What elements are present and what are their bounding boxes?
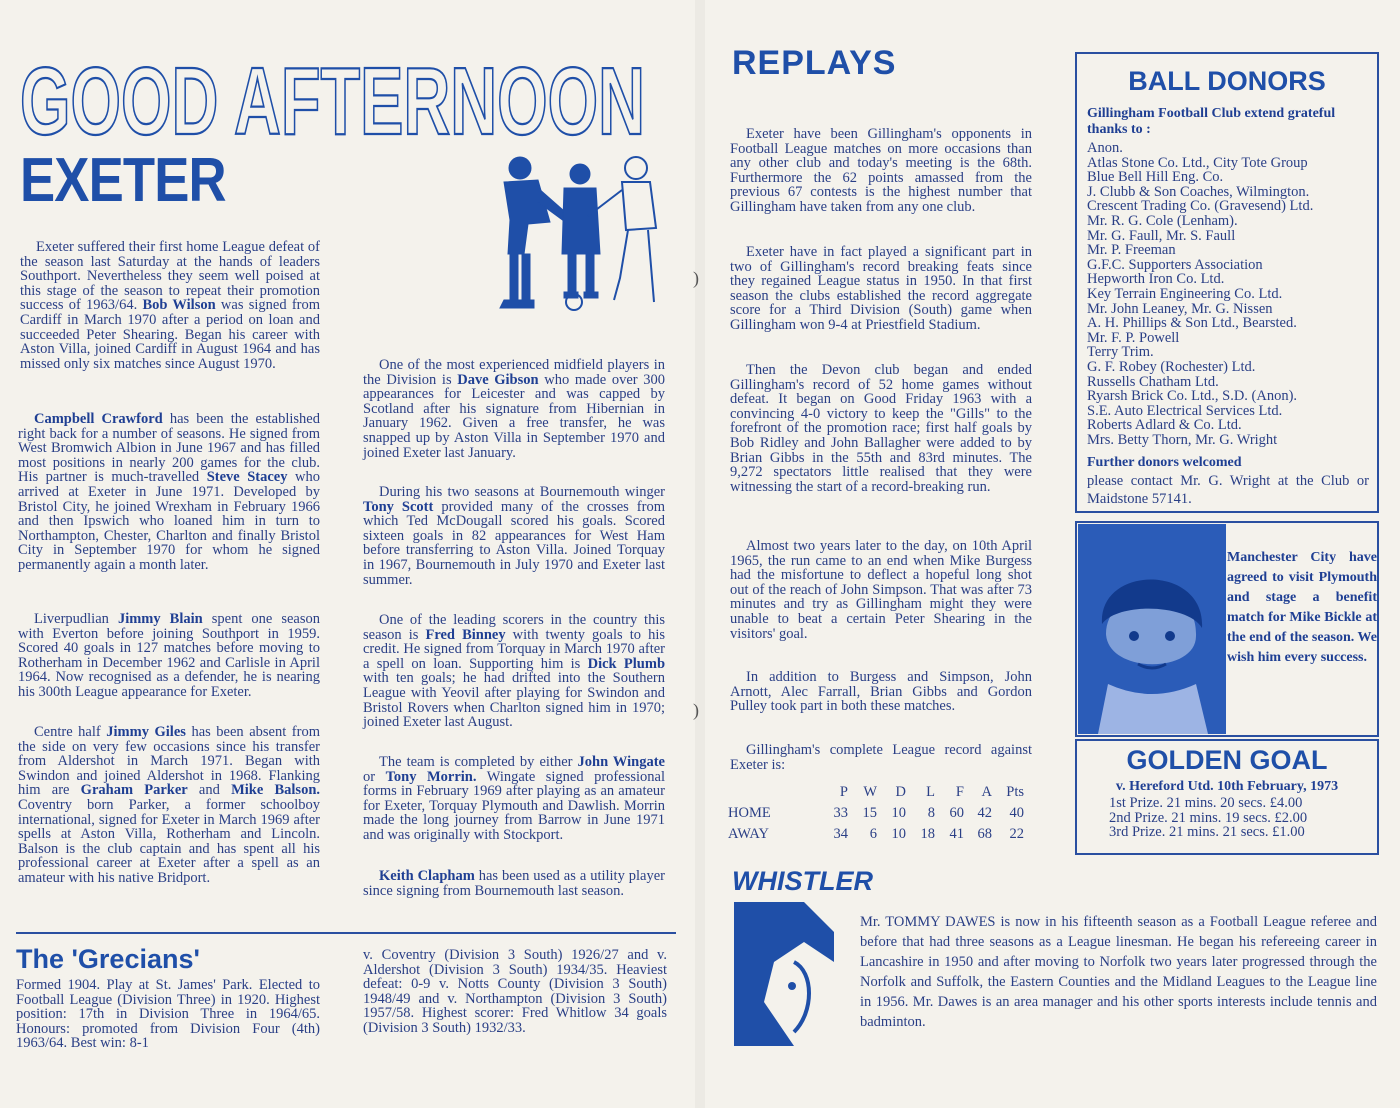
text: Wingate signed professional forms in February 1969 after playing as an amateur for Exeter, Torquay Plymouth and Dawlish. Morrin made the long journey from Barrow in June 1971 and was originally with Stockport. <box>363 768 665 843</box>
exeter-para-2 <box>18 412 320 573</box>
table-cell: 34 <box>833 826 848 842</box>
table-header: Pts <box>1006 784 1024 800</box>
exeter-para-4 <box>18 725 320 886</box>
text: Liverpudlian <box>34 611 118 627</box>
golden-goal-match: v. Hereford Utd. 10th February, 1973 <box>1115 779 1339 794</box>
good-afternoon-text: GOOD AFTERNOON <box>20 58 645 140</box>
league-record-table <box>728 782 1024 845</box>
replays-para-5: In addition to Burgess and Simpson, John Arnott, Alec Farrall, Brian Gibbs and Gordon Pulley took part in both these matches. <box>730 669 1032 715</box>
city-visit-notice: Manchester City have agreed to visit Plymouth and stage a benefit match for Mike Bickle at the end of the season. We wish him every success. <box>1227 550 1377 665</box>
text: Coventry born Parker, a former schoolboy international, signed for Exeter in March 1969 after spells at Aston Villa, Rotherham and Lincoln. Balson is the club captain and has spent all his professional career at Exeter after a spell as an amateur with his native Bridport. <box>18 796 320 886</box>
replays-para-3: Then the Devon club began and ended Gillingham's record of 52 home games without defeat. It began on Good Friday 1963 with a convincing 4-0 victory to keep the "Gills" to the forefront of the promotion race; first half goals by Bob Ridley and John Ballagher were added to by Brian Gibbs in the 55th and 83rd minutes. The 9,272 spectators little realised that they were witnessing the start of a record-breaking run. <box>730 362 1032 495</box>
list-item: Mr. F. P. Powell <box>1087 329 1180 346</box>
staple-mark: ) <box>693 268 699 288</box>
list-item: Mr. R. G. Cole (Lenham). <box>1087 212 1238 229</box>
player-name: Tony Scott <box>363 498 434 515</box>
list-item: Mr. P. Freeman <box>1087 242 1176 259</box>
ball-donors-title: BALL DONORS <box>1128 66 1326 96</box>
text: has been the established right back for a number of seasons. He signed from West Bromwich Albion in June 1967 and has filled most positions in nearly 200 games for the club. His partner is much-travelled <box>18 411 320 486</box>
player-name: Graham Parker <box>80 782 188 799</box>
text: who made over 300 appearances for Leicester and was capped by Scotland after his signature from Hibernian in January 1962. Given a free transfer, he was snapped up by Aston Villa in September 1970 and joined Exeter last January. <box>363 371 665 461</box>
donors-contact: please contact Mr. G. Wright at the Club or Maidstone 57141. <box>1087 473 1369 507</box>
player-name: Dick Plumb <box>587 655 666 672</box>
grecians-title: The 'Grecians' <box>16 944 200 974</box>
replays-para-6: Gillingham's complete League record against Exeter is: <box>730 742 1032 773</box>
text: One of the most experienced midfield players in the Division is <box>363 357 665 388</box>
good-afternoon-headline <box>20 58 645 140</box>
exeter-para-9 <box>363 869 665 898</box>
table-header: F <box>955 784 964 800</box>
text: who arrived at Exeter in June 1971. Developed by Bristol City, he joined Wrexham in February 1966 and then Ipswich who loaned him in turn to Northampton, Chester, Charlton and finally Bristol City in September 1970 for whom he signed permanently again a month later. <box>18 469 320 573</box>
golden-goal-title: GOLDEN GOAL <box>1126 745 1328 775</box>
staple-mark: ) <box>693 700 699 720</box>
exeter-para-6 <box>363 485 665 587</box>
donors-welcome: Further donors welcomed <box>1087 455 1242 470</box>
table-header: P <box>839 784 848 800</box>
donors-list <box>1087 141 1313 447</box>
table-cell: 10 <box>891 826 906 842</box>
exeter-para-5 <box>363 358 665 460</box>
list-item: S.E. Auto Electrical Services Ltd. <box>1087 402 1283 419</box>
row-label: HOME <box>728 805 771 821</box>
list-item: G. F. Robey (Rochester) Ltd. <box>1087 358 1256 375</box>
list-item: A. H. Phillips & Son Ltd., Bearsted. <box>1087 315 1297 332</box>
table-header: L <box>926 784 935 800</box>
player-name: Jimmy Blain <box>117 611 203 627</box>
table-header: D <box>895 784 906 800</box>
text: was signed from Cardiff in March 1970 after a period on loan and succeeded Peter Shearing. Began his career with Aston Villa, joined Cardiff in August 1964 and has missed only six matches since August 1970. <box>20 297 321 372</box>
text: has been used as a utility player since signing from Bournemouth last season. <box>363 868 665 899</box>
player-name: Tony Morrin. <box>385 768 477 785</box>
divider <box>16 932 676 934</box>
text: has been absent from the side on very few occasions since his transfer from Aldershot in March 1971. Began with Swindon and joined Aldershot in 1968. Flanking him are <box>18 724 320 799</box>
table-cell: 8 <box>927 805 935 821</box>
table-cell: 40 <box>1009 805 1024 821</box>
text: provided many of the crosses from which Ted McDougall scored his goals. Scored sixteen goals in 82 appearances for West Ham before transferring to Aston Villa. Joined Torquay in 1967, Bournemouth in July 1970 and Exeter last summer. <box>363 498 665 588</box>
list-item: J. Clubb & Son Coaches, Wilmington. <box>1087 183 1310 200</box>
table-row <box>728 824 1024 845</box>
grecians-text-1: Formed 1904. Play at St. James' Park. Elected to Football League (Division Three) in 1920. Highest position: 17th in Division Three in 1964/65. Honours: promoted from Division Four (4th) 1963/64. Best win: 8-1 <box>16 977 320 1052</box>
player-name: Dave Gibson <box>457 371 539 388</box>
text: The team is completed by either <box>379 754 578 770</box>
row-label: AWAY <box>728 826 770 842</box>
grecians-text-2: v. Coventry (Division 3 South) 1926/27 and v. Aldershot (Division 3 South) 1934/35. Heaviest defeat: 0-9 v. Notts County (Division 3 South) 1948/49 and v. Northampton (Division 3 South) 1957/58. Highest scorer: Fred Whitlow 34 goals (Division 3 South) 1932/33. <box>363 947 667 1036</box>
list-item: Terry Trim. <box>1087 344 1154 361</box>
handshake-illustration <box>488 150 668 330</box>
player-name: Jimmy Giles <box>106 724 186 740</box>
table-cell: 10 <box>891 805 906 821</box>
table-cell: 60 <box>949 805 964 821</box>
list-item: G.F.C. Supporters Association <box>1087 256 1263 273</box>
whistler-text: Mr. TOMMY DAWES is now in his fifteenth season as a Football League referee and before that had three seasons as a League linesman. He began his refereeing career in Lancashire in 1950 and after moving to Norfolk two years later progressed through the Norfolk and Suffolk, the Eastern Counties and the Midland Leagues to the League line in 1956. Mr. Dawes is an area manager and his other sports interests include tennis and badminton. <box>860 914 1377 1030</box>
exeter-para-1 <box>20 240 320 371</box>
whistler-title: WHISTLER <box>732 866 873 896</box>
player-name: Bob Wilson <box>142 297 216 314</box>
team-headline: EXETER <box>20 146 226 215</box>
table-cell: 6 <box>869 826 877 842</box>
list-item: Mrs. Betty Thorn, Mr. G. Wright <box>1087 431 1278 448</box>
list-item: 3rd Prize. 21 mins. 21 secs. £1.00 <box>1109 824 1305 841</box>
ball-donors-box <box>1075 52 1379 513</box>
referee-portrait <box>734 902 834 1046</box>
player-name: Keith Clapham <box>379 868 475 884</box>
list-item: Mr. G. Faull, Mr. S. Faull <box>1087 227 1236 244</box>
text: During his two seasons at Bournemouth winger <box>379 484 665 500</box>
text: One of the leading scorers in the country this season is <box>363 612 665 643</box>
list-item: Atlas Stone Co. Ltd., City Tote Group <box>1087 154 1308 171</box>
player-portrait <box>1078 524 1226 734</box>
table-cell: 68 <box>977 826 992 842</box>
list-item: Mr. John Leaney, Mr. G. Nissen <box>1087 300 1273 317</box>
table-header-row <box>728 782 1024 803</box>
text: Exeter suffered their first home League defeat of the season last Saturday at the hands of leaders Southport. Nevertheless they seem well poised at this stage of the season to repeat their promotion success of 1963/64. <box>20 239 320 314</box>
list-item: Anon. <box>1087 140 1123 156</box>
table-header: W <box>863 784 877 800</box>
prize-list <box>1109 796 1307 840</box>
list-item: Hepworth Iron Co. Ltd. <box>1087 271 1225 288</box>
list-item: Ryarsh Brick Co. Ltd., S.D. (Anon). <box>1087 388 1298 405</box>
list-item: Crescent Trading Co. (Gravesend) Ltd. <box>1087 198 1314 215</box>
replays-para-4: Almost two years later to the day, on 10th April 1965, the run came to an end when Mike Burgess had the misfortune to deflect a hopeful long shot out of the reach of John Simpson. That was after 73 minutes and try as Gillingham might they were unable to beat a certain Peter Shearing in the visitors' goal. <box>730 538 1032 642</box>
list-item: 2nd Prize. 21 mins. 19 secs. £2.00 <box>1109 809 1308 826</box>
list-item: Blue Bell Hill Eng. Co. <box>1087 169 1224 186</box>
list-item: Russells Chatham Ltd. <box>1087 373 1219 390</box>
table-cell: 42 <box>977 805 992 821</box>
table-cell: 41 <box>949 826 964 842</box>
text: Centre half <box>34 724 107 740</box>
text: and <box>187 782 232 799</box>
table-header: A <box>981 784 992 800</box>
text: with ten goals; he had drifted into the Southern League with Yeovil after playing for Swindon and Bristol Rovers when Charlton signed him in 1970; joined Exeter last August. <box>363 670 665 731</box>
player-name: Campbell Crawford <box>34 411 163 427</box>
player-name: Mike Balson. <box>231 782 321 799</box>
left-page <box>0 0 695 1108</box>
player-name: Fred Binney <box>425 626 506 643</box>
player-name: John Wingate <box>577 754 665 770</box>
list-item: Roberts Adlard & Co. Ltd. <box>1087 417 1242 434</box>
table-header <box>728 782 828 803</box>
text: with twenty goals to his credit. He signed from Torquay in March 1970 after a spell on loan. Supporting him is <box>363 626 665 672</box>
exeter-para-8 <box>363 755 665 843</box>
donors-intro: Gillingham Football Club extend grateful thanks to : <box>1087 106 1336 137</box>
exeter-para-3 <box>18 612 320 700</box>
text: spent one season with Everton before joining Southport in 1959. Scored 40 goals in 127 matches before moving to Rotherham in December 1962 and Carlisle in April 1964. Now recognised as a defender, he is nearing his 300th League appearance for Exeter. <box>18 611 320 700</box>
replays-title: REPLAYS <box>732 44 897 82</box>
replays-para-2: Exeter have in fact played a significant part in two of Gillingham's record breaking feats since they regained League status in 1950. In that first season the clubs established the record aggregate score for a Third Division (South) game when Gillingham won 9-4 at Priestfield Stadium. <box>730 244 1032 333</box>
table-row <box>728 803 1024 824</box>
table-cell: 22 <box>1009 826 1024 842</box>
golden-goal-box <box>1075 739 1379 855</box>
table-cell: 33 <box>833 805 848 821</box>
table-cell: 15 <box>862 805 877 821</box>
replays-para-1: Exeter have been Gillingham's opponents in Football League matches on more occasions than any other club and today's meeting is the 68th. Furthermore the 62 points amassed from the previous 67 contests is the highest number that Gillingham have taken from any one club. <box>730 126 1032 215</box>
text: or <box>363 768 386 785</box>
exeter-para-7 <box>363 613 665 730</box>
player-name: Steve Stacey <box>206 469 288 486</box>
table-cell: 18 <box>920 826 935 842</box>
list-item: Key Terrain Engineering Co. Ltd. <box>1087 285 1283 302</box>
list-item: 1st Prize. 21 mins. 20 secs. £4.00 <box>1109 795 1303 811</box>
